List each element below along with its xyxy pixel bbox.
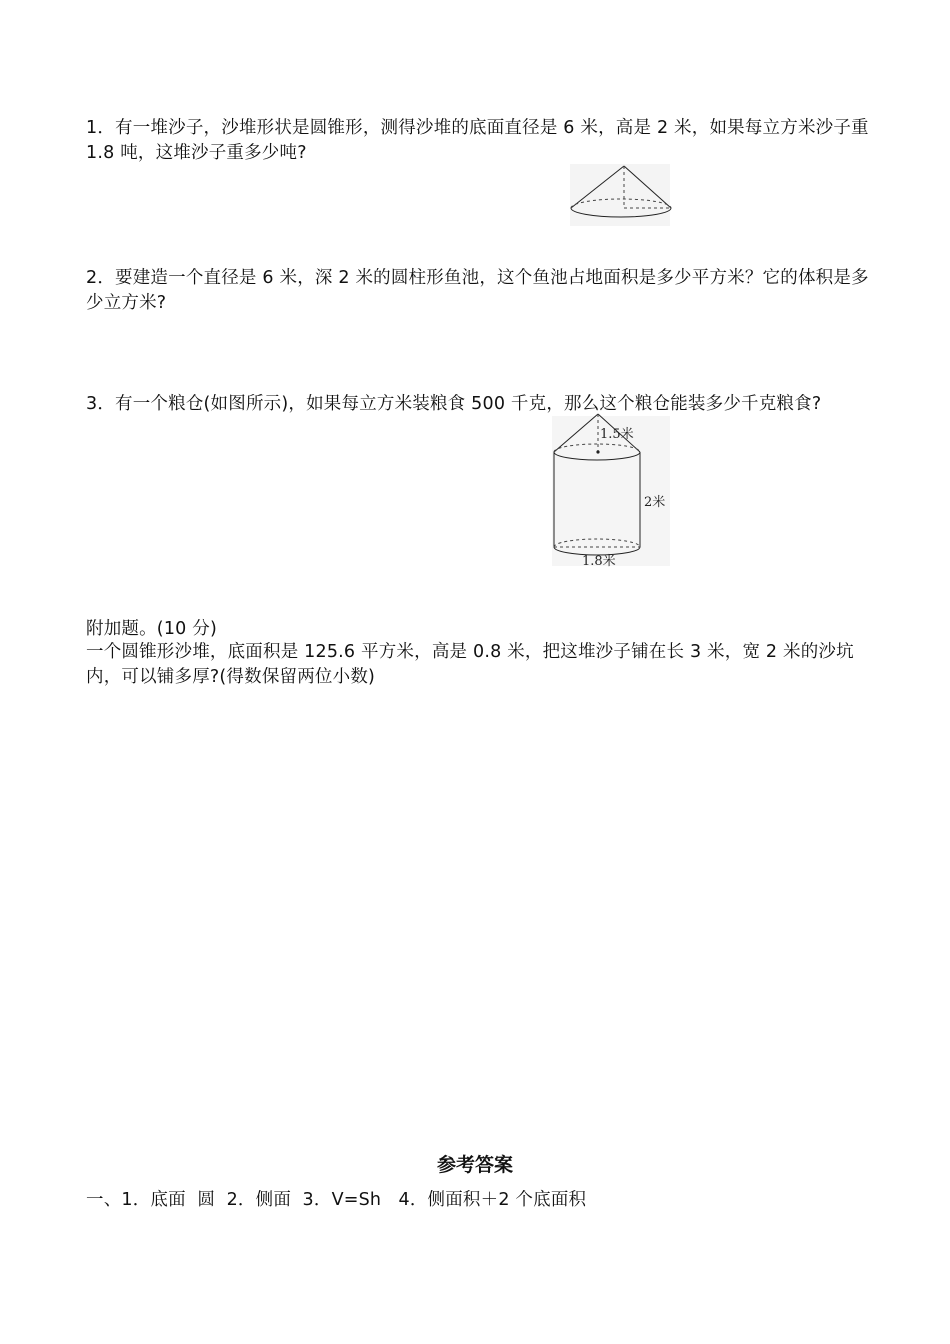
- granary-figure: [552, 412, 676, 568]
- cone-figure: [568, 160, 676, 228]
- answers-title: 参考答案: [436, 1154, 513, 1176]
- bonus-heading: 附加题。(10 分): [86, 619, 217, 639]
- problem-1: 1．有一堆沙子，沙堆形状是圆锥形，测得沙堆的底面直径是 6 米，高是 2 米，如果每立方米沙子重 1.8 吨，这堆沙子重多少吨?: [86, 118, 875, 163]
- answers-line-1: 一、1．底面 圆 2．侧面 3．V=Sh 4．侧面积＋2 个底面积: [86, 1190, 587, 1210]
- diameter-label: 1.8米: [582, 554, 616, 568]
- problem-2: 2．要建造一个直径是 6 米，深 2 米的圆柱形鱼池，这个鱼池占地面积是多少平方米？它的体积是多少立方米?: [86, 268, 869, 313]
- cylinder-height-label: 2米: [644, 495, 666, 510]
- cone-height-label: 1.5米: [600, 427, 634, 442]
- problem-3: 3．有一个粮仓(如图所示)，如果每立方米装粮食 500 千克，那么这个粮仓能装多少千克粮食?: [86, 394, 822, 414]
- bonus-problem: 一个圆锥形沙堆，底面积是 125.6 平方米，高是 0.8 米，把这堆沙子铺在长 3 米，宽 2 米的沙坑内，可以铺多厚?(得数保留两位小数): [86, 642, 854, 687]
